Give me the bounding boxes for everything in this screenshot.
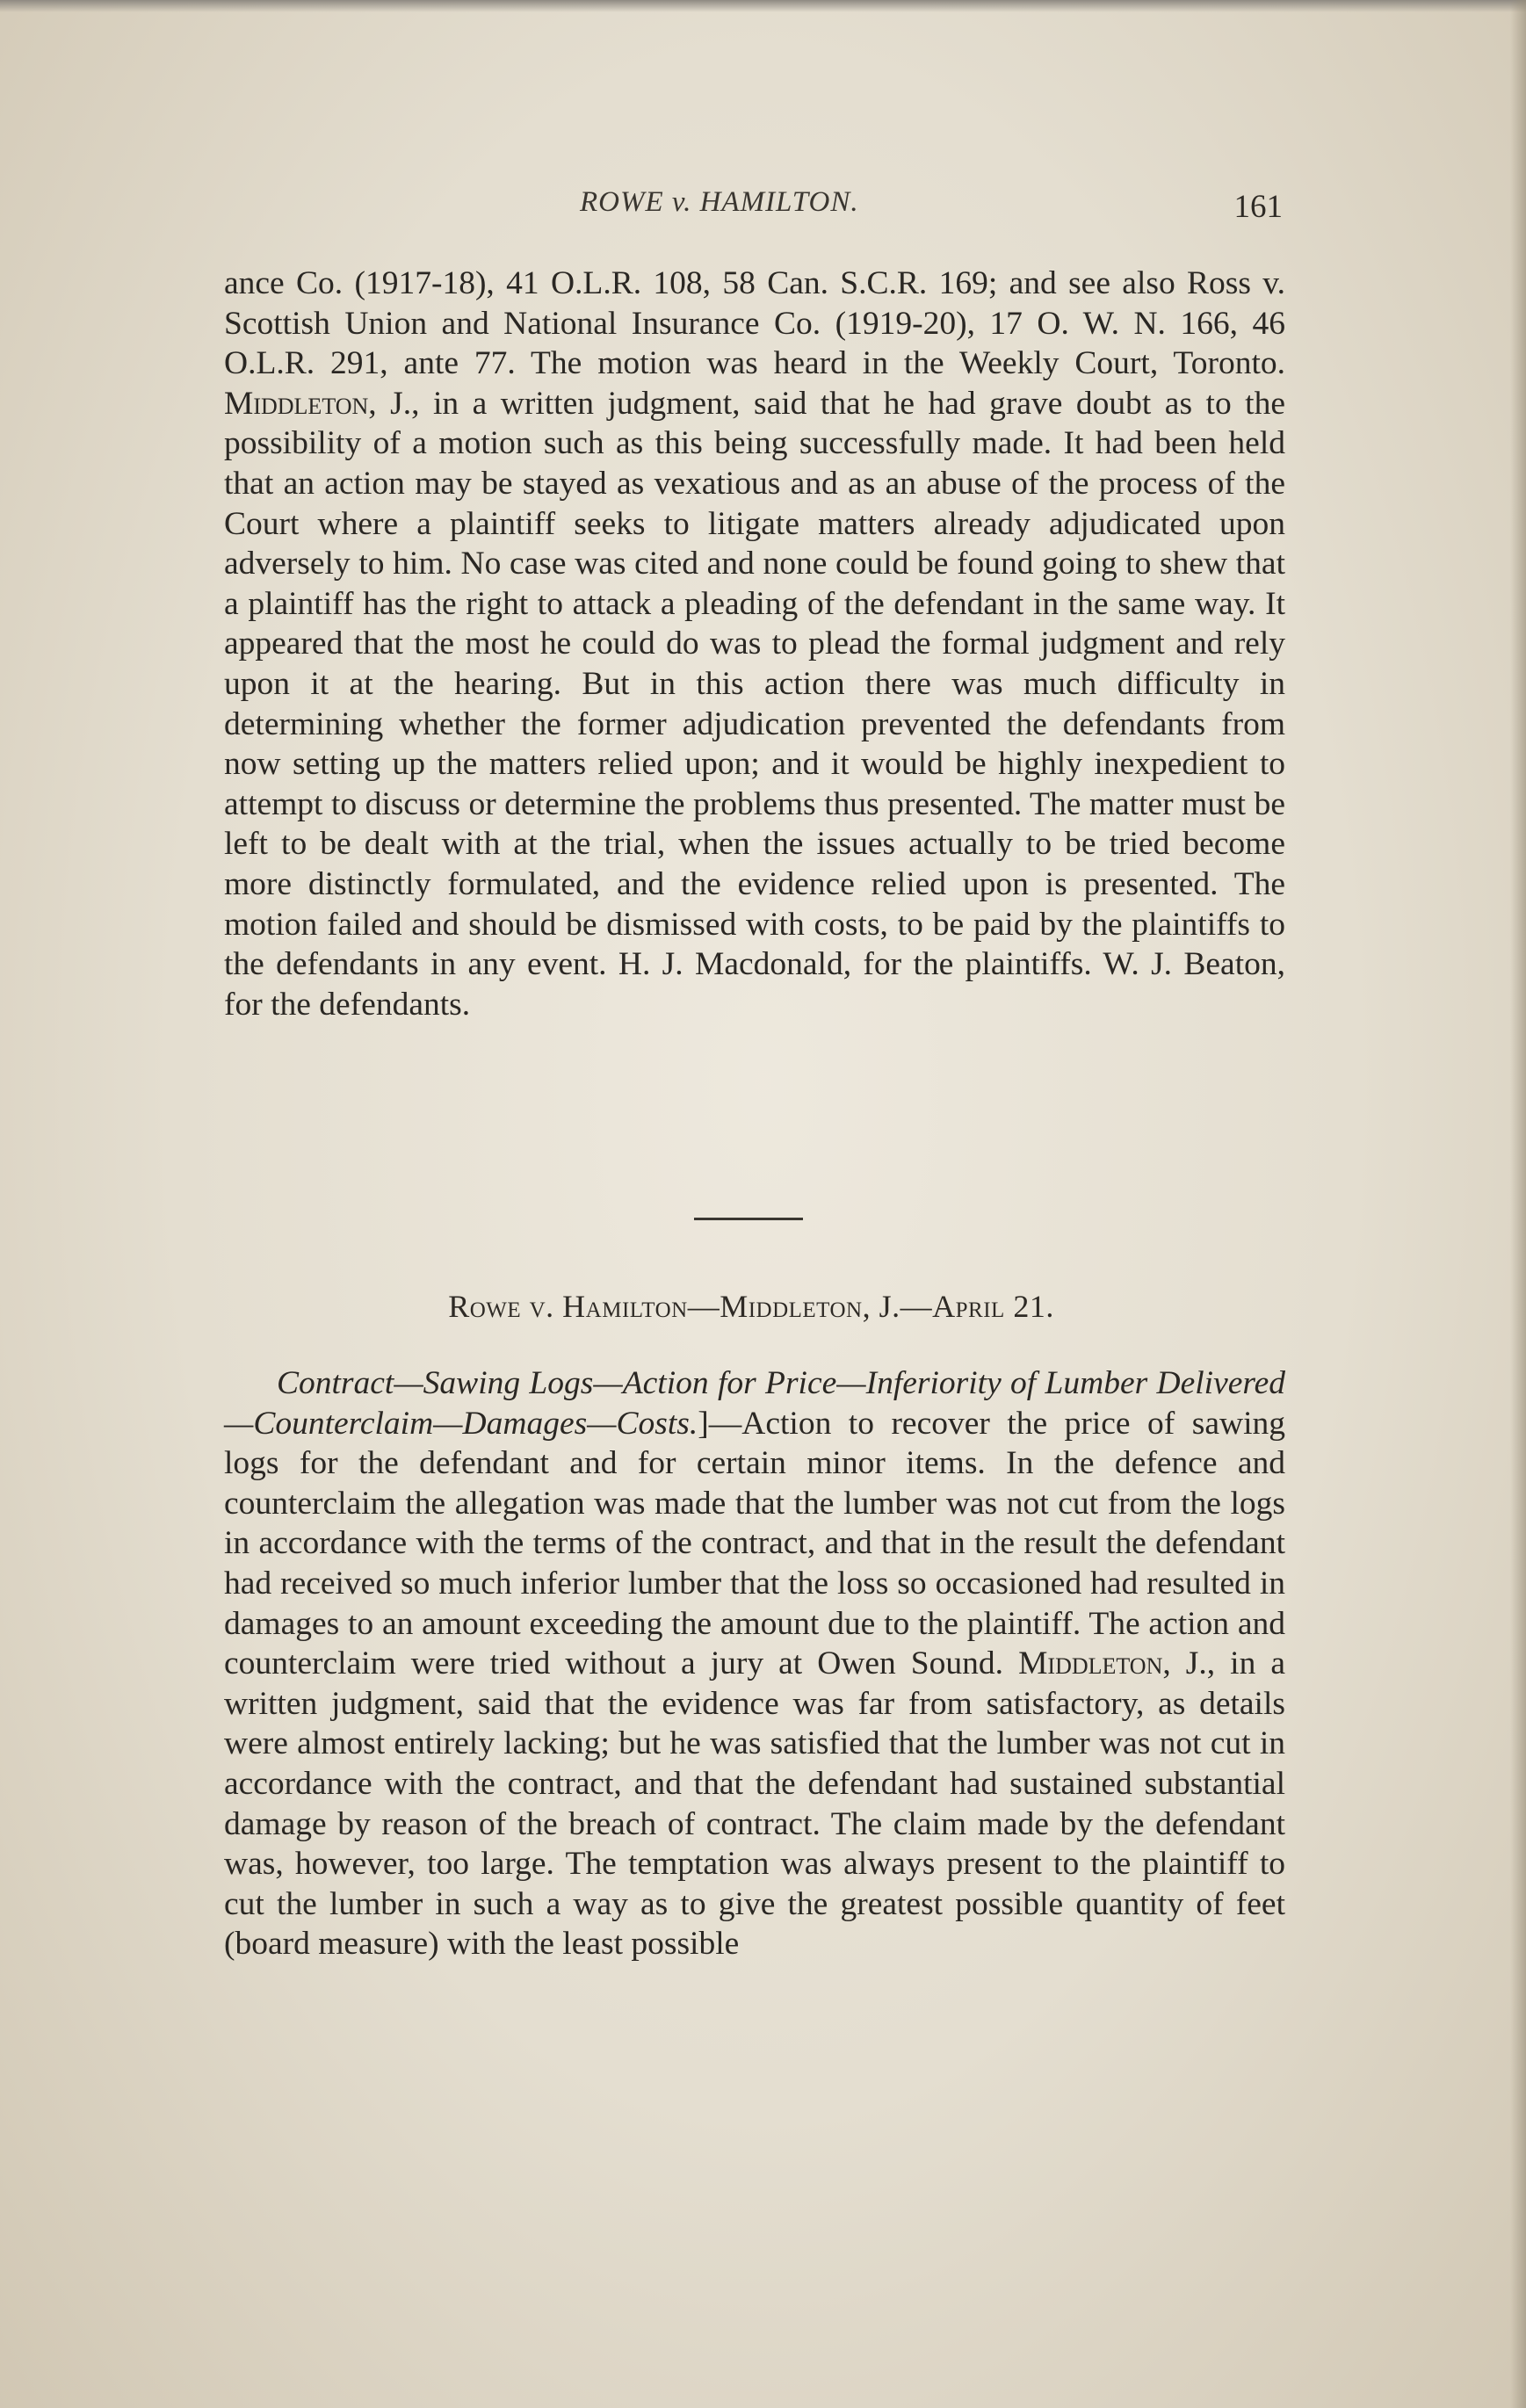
case-month: April <box>932 1289 1005 1324</box>
case-report-paragraph <box>224 1363 1285 1964</box>
headnote: Contract—Sawing Logs—Action for Price—Inferiority of Lumber Delivered—Counterclaim—Damages—Costs. <box>224 1365 1285 1442</box>
page-top-edge <box>0 0 1526 12</box>
case-day: 21. <box>1004 1289 1054 1324</box>
running-head: ROWE v. HAMILTON. <box>580 186 859 218</box>
page-header <box>220 186 1283 230</box>
continued-report-paragraph <box>224 264 1285 1024</box>
section-divider <box>694 1218 803 1220</box>
page-right-edge <box>1510 0 1526 2408</box>
heading-separator: — <box>687 1289 720 1324</box>
paragraph-text: , J., in a written judgment, said that the evidence was far from satisfactory, as details were almost entirely lacking; but he was satisfied that the lumber was not cut in accordance with the contract, and that the defendant had sustained substantial damage by reason of the breach of contract. The claim made by the defendant was, however, too large. The temptation was always present to the plaintiff to cut the lumber in such a way as to give the greatest possible quantity of feet (board measure) with the least possible <box>224 1645 1285 1963</box>
paragraph-text: ]—Action to recover the price of sawing logs for the defendant and for certain minor items. In the defence and counterclaim the allegation was made that the lumber was not cut from the logs in accordance with the terms of the contract, and that in the result the defendant had received so much inferior lumber that the loss so occasioned had resulted in damages to an amount exceeding the amount due to the plaintiff. The action and counterclaim were tried without a jury at Owen Sound. <box>224 1405 1285 1682</box>
judge-name: Middleton <box>224 385 369 422</box>
case-judge: Middleton <box>720 1289 863 1324</box>
page-number: 161 <box>1233 189 1283 225</box>
paragraph-text: , J., in a written judgment, said that he had grave doubt as to the possibility of a motion such as this being successfully made. It had been held that an action may be stayed as vexatious and as an abuse of the process of the Court where a plaintiff seeks to litigate matters already adjudicated upon adversely to him. No case was cited and none could be found going to shew that a plaintiff has the right to attack a pleading of the defendant in the same way. It appeared that the most he could do was to plead the formal judgment and rely upon it at the hearing. But in this action there was much difficulty in determining whether the former adjudication prevented the defendants from now setting up the matters relied upon; and it would be highly inexpedient to attempt to discuss or determine the problems thus presented. The matter must be left to be dealt with at the trial, when the issues actually to be tried become more distinctly formulated, and the evidence relied upon is presented. The motion failed and should be dismissed with costs, to be paid by the plaintiffs to the defendants in any event. H. J. Macdonald, for the plaintiffs. W. J. Beaton, for the defendants. <box>224 385 1285 1023</box>
case-parties: Rowe v. Hamilton <box>448 1289 688 1324</box>
heading-suffix: , J.— <box>862 1289 933 1324</box>
judge-name: Middleton <box>1018 1645 1163 1682</box>
paragraph-text: ance Co. (1917-18), 41 O.L.R. 108, 58 Can. S.C.R. 169; and see also Ross v. Scottish Union and National Insurance Co. (1919-20), 17 O. W. N. 166, 46 O.L.R. 291, ante 77. The motion was heard in the Weekly Court, Toronto. <box>224 265 1285 382</box>
case-heading <box>220 1288 1283 1325</box>
